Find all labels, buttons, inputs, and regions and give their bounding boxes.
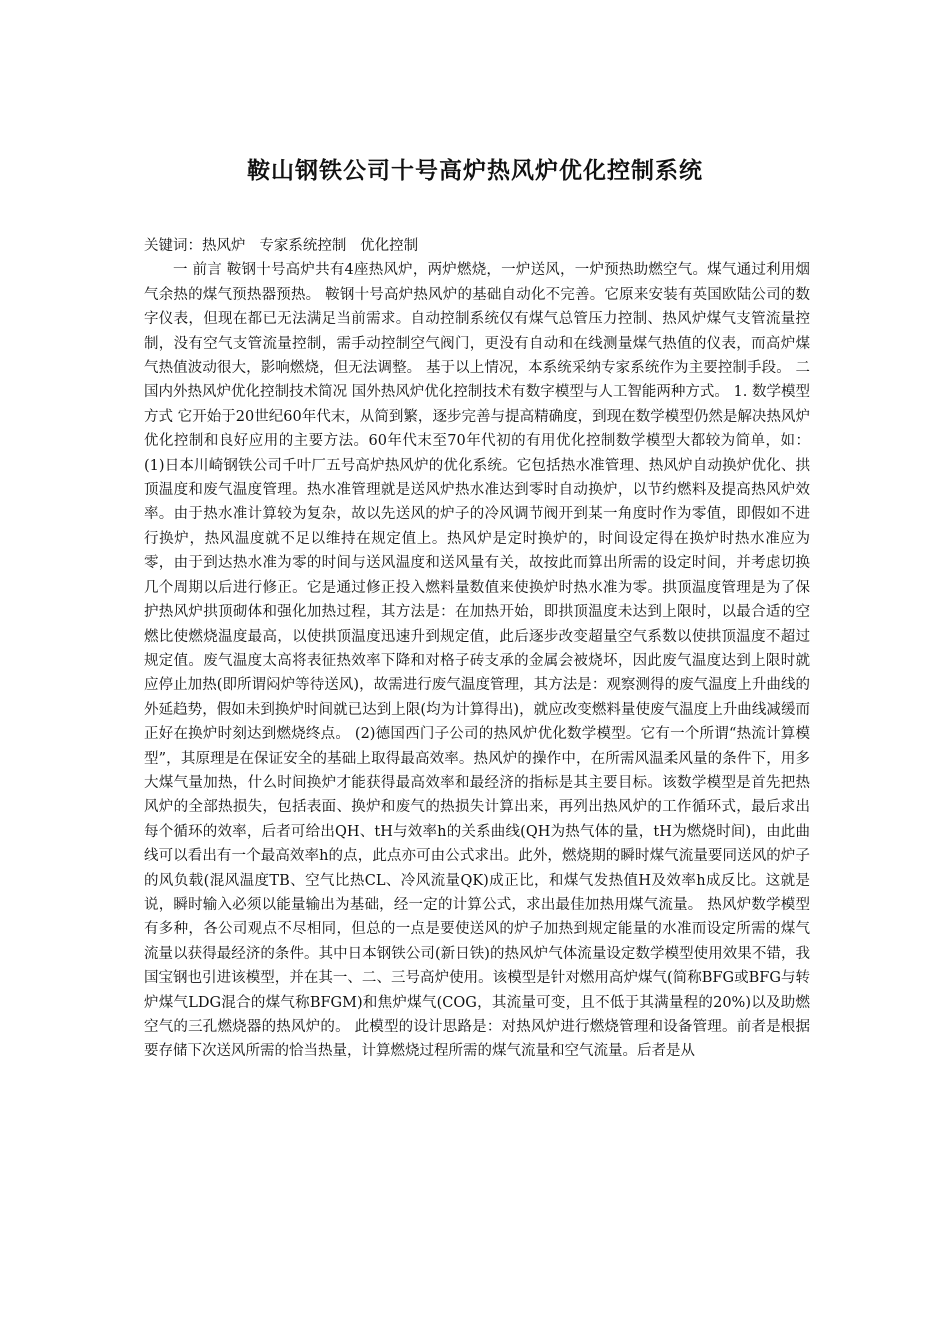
document-title: 鞍山钢铁公司十号高炉热风炉优化控制系统 <box>247 158 703 184</box>
document-content <box>144 234 810 1064</box>
body-paragraph: 一 前言 鞍钢十号高炉共有4座热风炉，两炉燃烧，一炉送风，一炉预热助燃空气。煤气通过利用烟气余热的煤气预热器预热。 鞍钢十号高炉热风炉的基础自动化不完善。它原来安装有英国欧陆公司的数字仪表，但现在都已无法满足当前需求。自动控制系统仅有煤气总管压力控制、热风炉煤气支管流量控制，没有空气支管流量控制，需手动控制空气阀门，更没有自动和在线测量煤气热值的仪表，而高炉煤气热值波动很大，影响燃烧，但无法调整。 基于以上情况，本系统采纳专家系统作为主要控制手段。 二 国内外热风炉优化控制技术简况 国外热风炉优化控制技术有数字模型与人工智能两种方式。 1. 数学模型方式 它开始于20世纪60年代末，从简到繁，逐步完善与提高精确度，到现在数学模型仍然是解决热风炉优化控制和良好应用的主要方法。60年代末至70年代初的有用优化控制数学模型大都较为简单，如： (1)日本川崎钢铁公司千叶厂五号高炉热风炉的优化系统。它包括热水准管理、热风炉自动换炉优化、拱顶温度和废气温度管理。热水准管理就是送风炉热水准达到零时自动换炉，以节约燃料及提高热风炉效率。由于热水准计算较为复杂，故以先送风的炉子的冷风调节阀开到某一角度时作为零值，即假如不进行换炉，热风温度就不足以维持在规定值上。热风炉是定时换炉的，时间设定得在换炉时热水准应为零，由于到达热水准为零的时间与送风温度和送风量有关，故按此而算出所需的设定时间，并考虑切换几个周期以后进行修正。它是通过修正投入燃料量数值来使换炉时热水准为零。拱顶温度管理是为了保护热风炉拱顶砌体和强化加热过程，其方法是：在加热开始，即拱顶温度未达到上限时，以最合适的空燃比使燃烧温度最高，以使拱顶温度迅速升到规定值，此后逐步改变超量空气系数以使拱顶温度不超过规定值。废气温度太高将表征热效率下降和对格子砖支承的金属会被烧坏，因此废气温度达到上限时就应停止加热(即所谓闷炉等待送风)，故需进行废气温度管理，其方法是：观察测得的废气温度上升曲线的外延趋势，假如未到换炉时间就已达到上限(均为计算得出)，就应改变燃料量使废气温度上升曲线减缓而正好在换炉时刻达到燃烧终点。 (2)德国西门子公司的热风炉优化数学模型。它有一个所谓“热流计算模型”，其原理是在保证安全的基础上取得最高效率。热风炉的操作中，在所需风温柔风量的条件下，用多大煤气量加热，什么时间换炉才能获得最高效率和最经济的指标是其主要目标。该数学模型是首先把热风炉的全部热损失，包括表面、换炉和废气的热损失计算出来，再列出热风炉的工作循环式，最后求出每个循环的效率，后者可给出QH、tH与效率h的关系曲线(QH为热气体的量，tH为燃烧时间)，由此曲线可以看出有一个最高效率h的点，此点亦可由公式求出。此外，燃烧期的瞬时煤气流量要同送风的炉子的风负载(混风温度TB、空气比热CL、冷风流量QK)成正比，和煤气发热值H及效率h成反比。这就是说，瞬时输入必须以能量输出为基础，经一定的计算公式，求出最佳加热用煤气流量。 热风炉数学模型有多种，各公司观点不尽相同，但总的一点是要使送风的炉子加热到规定能量的水准而设定所需的煤气流量以获得最经济的条件。其中日本钢铁公司(新日铁)的热风炉气体流量设定数学模型使用效果不错，我国宝钢也引进该模型，并在其一、二、三号高炉使用。该模型是针对燃用高炉煤气(简称BFG或BFG与转炉煤气LDG混合的煤气称BFGM)和焦炉煤气(COG，其流量可变，且不低于其满量程的20%)以及助燃空气的三孔燃烧器的热风炉的。 此模型的设计思路是：对热风炉进行燃烧管理和设备管理。前者是根据要存储下次送风所需的恰当热量，计算燃烧过程所需的煤气流量和空气流量。后者是从 <box>144 262 810 1060</box>
keywords-line: 关键词：热风炉 专家系统控制 优化控制 <box>144 238 419 254</box>
